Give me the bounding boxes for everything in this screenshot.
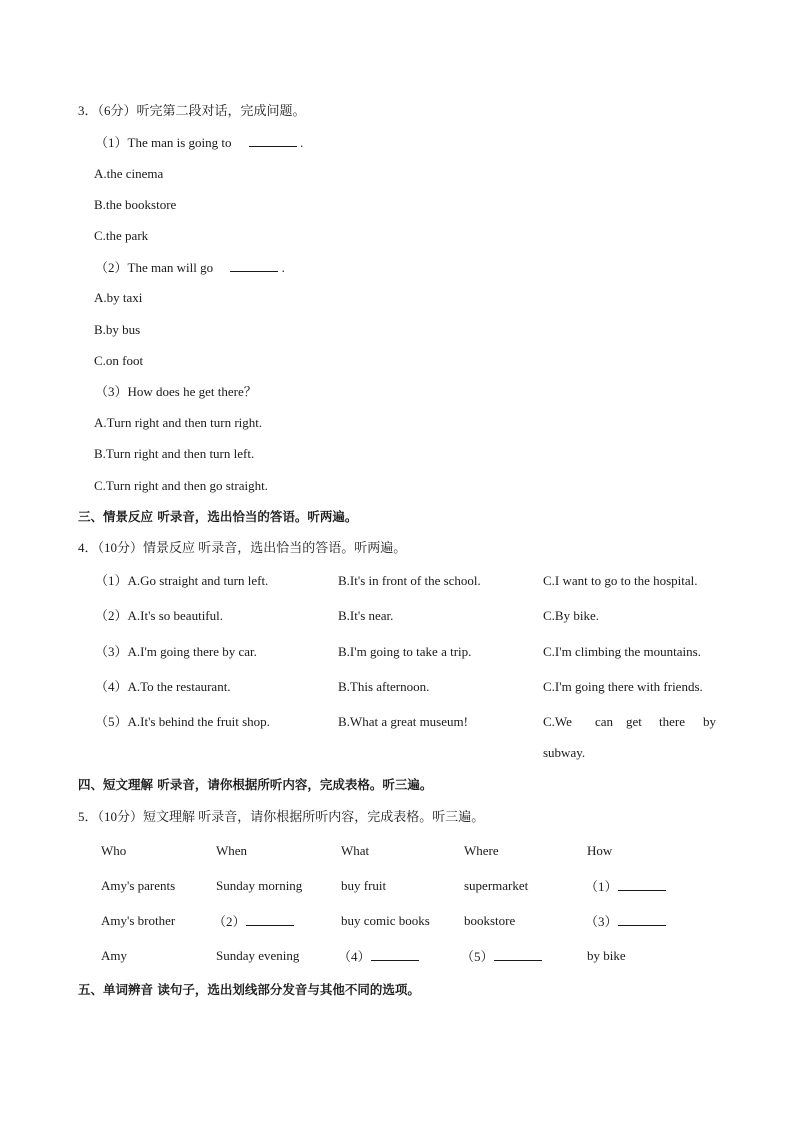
q4-row4-option-b: B.This afternoon. <box>338 679 430 694</box>
q4-row5-option-a: （5）A.It's behind the fruit shop. <box>95 714 270 729</box>
answer-blank <box>494 948 542 961</box>
q4-row3-option-c: C.I'm climbing the mountains. <box>543 644 701 659</box>
q3-sub2-end: . <box>281 260 285 275</box>
q5-r2-how <box>585 913 666 930</box>
q5-col-where: Where <box>464 843 499 858</box>
q3-sub2-option-b: B.by bus <box>94 322 141 337</box>
q5-r1-how <box>585 878 666 895</box>
q4-header: 4．（10分）情景反应 听录音，选出恰当的答语。听两遍。 <box>78 540 407 555</box>
q5-r2-what: buy comic books <box>341 913 430 928</box>
q4-row4-option-c: C.I'm going there with friends. <box>543 679 703 694</box>
q3-sub3-option-c: C.Turn right and then go straight. <box>94 478 268 493</box>
q4-row4-option-a: （4）A.To the restaurant. <box>95 679 231 694</box>
q3-sub3-prompt: （3）How does he get there？ <box>95 384 257 399</box>
q5-header: 5．（10分）短文理解 听录音，请你根据所听内容，完成表格。听三遍。 <box>78 809 485 824</box>
q3-sub2-option-a: A.by taxi <box>94 290 143 305</box>
q4-row5-option-c-word2: can <box>595 714 614 729</box>
q5-r3-when: Sunday evening <box>216 948 300 963</box>
q3-sub1-prompt <box>95 134 303 151</box>
q4-row2-option-a: （2）A.It's so beautiful. <box>95 608 223 623</box>
q5-blank-label: （1） <box>585 879 618 894</box>
q3-sub1-option-c: C.the park <box>94 228 149 243</box>
section4-title: 四、短文理解 听录音，请你根据所听内容，完成表格。听三遍。 <box>78 777 433 792</box>
q3-header: 3．（6分）听完第二段对话，完成问题。 <box>78 103 306 118</box>
q5-blank-label: （5） <box>461 949 494 964</box>
q4-row2-option-c: C.By bike. <box>543 608 599 623</box>
q4-row5-option-b: B.What a great museum! <box>338 714 468 729</box>
q4-row5-option-c-word1: C.We <box>543 714 572 729</box>
section5-title: 五、单词辨音 读句子，选出划线部分发音与其他不同的选项。 <box>78 982 420 997</box>
answer-blank <box>618 913 666 926</box>
answer-blank <box>371 948 419 961</box>
q4-row2-option-b: B.It's near. <box>338 608 394 623</box>
q3-sub2-prompt <box>95 259 285 276</box>
q5-r3-how: by bike <box>587 948 626 963</box>
q4-row3-option-b: B.I'm going to take a trip. <box>338 644 472 659</box>
section3-title: 三、情景反应 听录音，选出恰当的答语。听两遍。 <box>78 509 358 524</box>
q4-row5-option-c-continued: subway. <box>543 745 586 760</box>
q5-blank-label: （2） <box>213 914 246 929</box>
q4-row3-option-a: （3）A.I'm going there by car. <box>95 644 257 659</box>
q3-sub3-option-a: A.Turn right and then turn right. <box>94 415 263 430</box>
answer-blank <box>246 913 294 926</box>
q4-row1-option-b: B.It's in front of the school. <box>338 573 481 588</box>
q4-row5-option-c-word4: there <box>659 714 685 729</box>
q5-r2-who: Amy's brother <box>101 913 176 928</box>
answer-blank <box>230 259 278 272</box>
q5-r3-what <box>338 948 419 965</box>
answer-blank <box>618 878 666 891</box>
q3-sub3-option-b: B.Turn right and then turn left. <box>94 446 255 461</box>
q5-r1-where: supermarket <box>464 878 529 893</box>
q5-r3-who: Amy <box>101 948 127 963</box>
q5-r1-when: Sunday morning <box>216 878 303 893</box>
q5-r2-where: bookstore <box>464 913 516 928</box>
q5-r3-where <box>461 948 542 965</box>
q3-sub1-end: . <box>300 135 304 150</box>
q5-r1-who: Amy's parents <box>101 878 176 893</box>
q3-sub1-text: （1）The man is going to <box>95 135 232 150</box>
q3-sub1-option-a: A.the cinema <box>94 166 164 181</box>
q5-r1-what: buy fruit <box>341 878 387 893</box>
q5-col-how: How <box>587 843 613 858</box>
q3-sub2-text: （2）The man will go <box>95 260 214 275</box>
q5-col-when: When <box>216 843 248 858</box>
answer-blank <box>249 134 297 147</box>
q4-row1-option-c: C.I want to go to the hospital. <box>543 573 698 588</box>
q4-row1-option-a: （1）A.Go straight and turn left. <box>95 573 269 588</box>
q5-blank-label: （4） <box>338 949 371 964</box>
q5-col-who: Who <box>101 843 127 858</box>
q5-blank-label: （3） <box>585 914 618 929</box>
q4-row5-option-c-word3: get <box>626 714 642 729</box>
q4-row5-option-c-word5: by <box>703 714 716 729</box>
q5-col-what: What <box>341 843 370 858</box>
q3-sub1-option-b: B.the bookstore <box>94 197 177 212</box>
q3-sub2-option-c: C.on foot <box>94 353 144 368</box>
q5-r2-when <box>213 913 294 930</box>
